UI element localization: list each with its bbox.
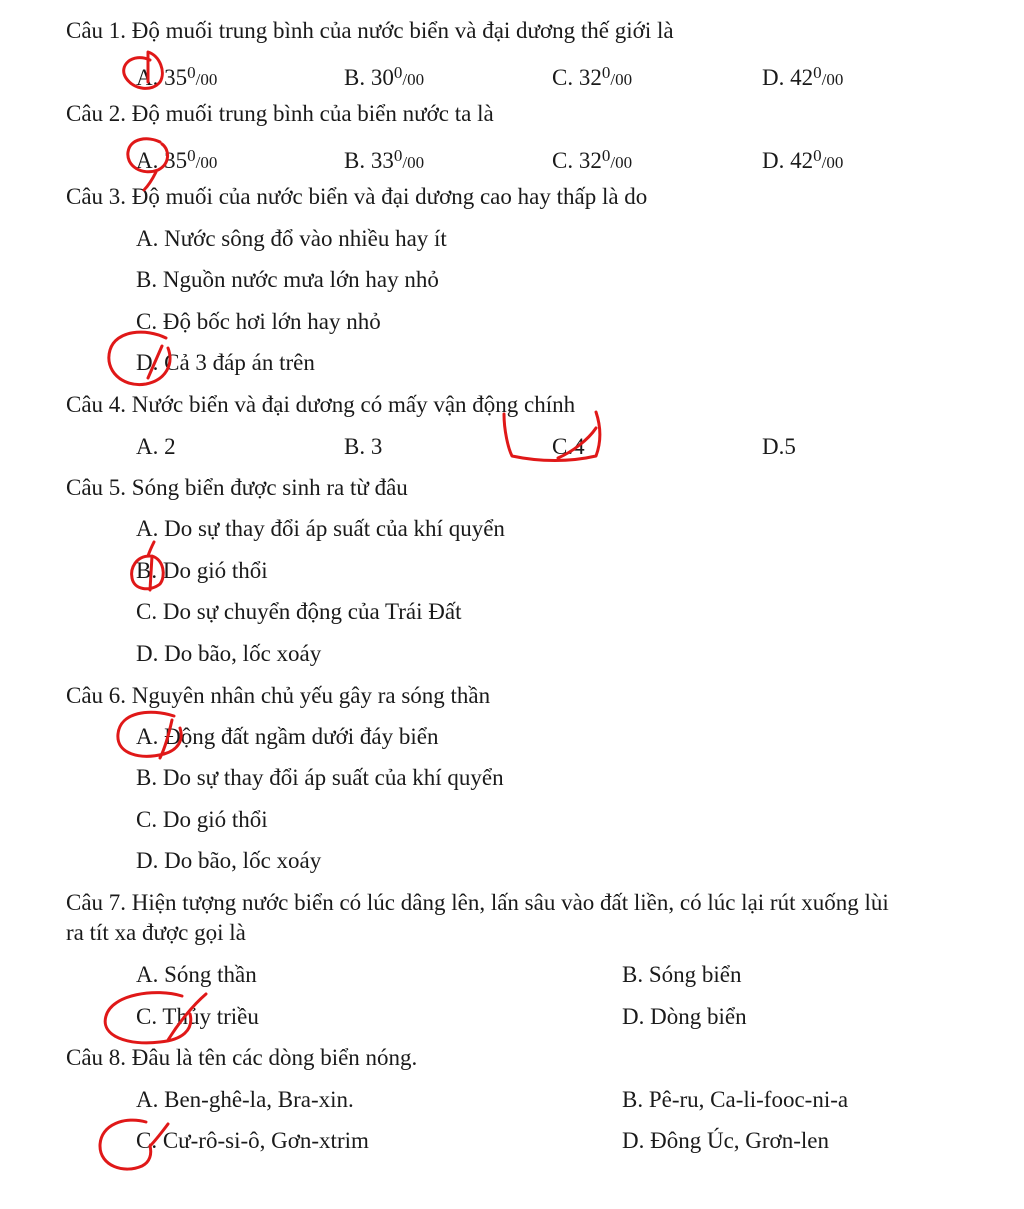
q6-option-d: D. Do bão, lốc xoáy — [136, 848, 322, 873]
q6-option-b: B. Do sự thay đổi áp suất của khí quyển — [136, 765, 504, 790]
question-4: Câu 4. Nước biển và đại dương có mấy vận động chính — [66, 392, 576, 417]
q2-option-d: D. $42^0/00$ — [762, 146, 844, 173]
q8-option-a: A. Ben-ghê-la, Bra-xin. — [136, 1087, 354, 1112]
q8-option-b: B. Pê-ru, Ca-li-fooc-ni-a — [622, 1087, 849, 1112]
q3-option-d: D. Cả 3 đáp án trên — [136, 350, 315, 375]
q4-option-d: D.5 — [762, 434, 796, 459]
q4-option-a: A. 2 — [136, 434, 176, 459]
q4-option-b: B. 3 — [344, 434, 383, 459]
q1-option-a: A. $35^0/00$ — [136, 63, 218, 90]
q5-option-a: A. Do sự thay đổi áp suất của khí quyển — [136, 516, 505, 541]
q5-option-c: C. Do sự chuyển động của Trái Đất — [136, 599, 462, 624]
q3-option-b: B. Nguồn nước mưa lớn hay nhỏ — [136, 267, 439, 292]
question-5: Câu 5. Sóng biển được sinh ra từ đâu — [66, 475, 408, 500]
q6-option-c: C. Do gió thổi — [136, 807, 268, 832]
q1-option-d: D. $42^0/00$ — [762, 63, 844, 90]
q2-option-b: B. $33^0/00$ — [344, 146, 425, 173]
q1-option-c: C. $32^0/00$ — [552, 63, 633, 90]
q6-option-a: A. Động đất ngầm dưới đáy biển — [136, 724, 439, 749]
q2-option-a: A. $35^0/00$ — [136, 146, 218, 173]
question-3: Câu 3. Độ muối của nước biển và đại dương cao hay thấp là do — [66, 184, 648, 209]
q1-option-b: B. $30^0/00$ — [344, 63, 425, 90]
question-7: Câu 7. Hiện tượng nước biển có lúc dâng lên, lấn sâu vào đất liền, có lúc lại rút xuống lùi ra tít xa được gọi là — [66, 890, 889, 945]
q3-option-c: C. Độ bốc hơi lớn hay nhỏ — [136, 309, 381, 334]
q7-option-d: D. Dòng biển — [622, 1004, 747, 1029]
q3-option-a: A. Nước sông đổ vào nhiều hay ít — [136, 226, 447, 251]
q7-option-b: B. Sóng biển — [622, 962, 742, 987]
q7-option-a: A. Sóng thần — [136, 962, 257, 987]
question-6: Câu 6. Nguyên nhân chủ yếu gây ra sóng thần — [66, 683, 491, 708]
question-8: Câu 8. Đâu là tên các dòng biển nóng. — [66, 1045, 418, 1070]
question-1: Câu 1. Độ muối trung bình của nước biển và đại dương thế giới là — [66, 18, 674, 43]
q8-option-c: C. Cư-rô-si-ô, Gơn-xtrim — [136, 1128, 369, 1153]
q7-option-c: C. Thủy triều — [136, 1004, 259, 1029]
q5-option-d: D. Do bão, lốc xoáy — [136, 641, 322, 666]
q5-option-b: B. Do gió thổi — [136, 558, 268, 583]
q8-option-d: D. Đông Úc, Grơn-len — [622, 1128, 829, 1153]
q2-option-c: C. $32^0/00$ — [552, 146, 633, 173]
q4-option-c: C.4 — [552, 434, 585, 459]
question-2: Câu 2. Độ muối trung bình của biển nước ta là — [66, 101, 494, 126]
